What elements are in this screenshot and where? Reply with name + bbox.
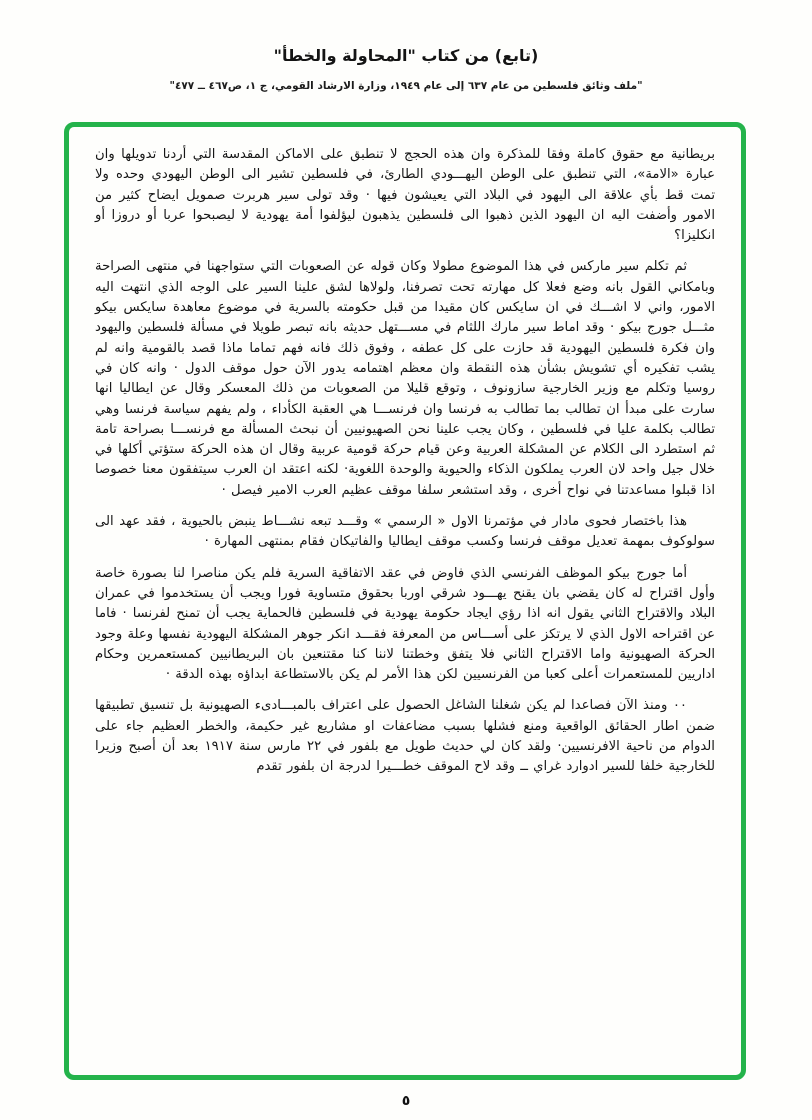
paragraph: أما جورج بيكو الموظف الفرنسي الذي فاوض في عقد الاتفاقية السرية فلم يكن مناصرا لنا بصورة خاصة وأول اقتراح له كان يقضي بان يقنح يهـــود شرقي اوربا بحقوق متساوية فورا ويجب أن يستخدموا في عمران البلاد والاقتراح الثاني يقول انه اذا رؤي ايجاد حكومة يهودية في فلسطين فالحماية يجب أن تمنح لفرنسا · فاما عن اقتراحه الاول الذي لا يرتكز على أســـاس من المعرفة فقـــد انكر جوهر المشكلة اليهودية نفسها وعلة وجود الحركة الصهيونية واما الاقتراح الثاني فلا يتفق وخطتنا لاننا كنا مقتنعين بان البريطانيين كمستعمرين وحكام اداريين للمستعمرات أعلى كعبا من الفرنسيين لكن هذا الأمر لم يكن بالاستطاعة ابداؤه بهذه الدقة · [95, 565, 715, 683]
paragraph: بريطانية مع حقوق كاملة وفقا للمذكرة وان هذه الحجج لا تنطبق على الاماكن المقدسة التي أردنا تدويلها وان عبارة «الامة»، التي تنطبق على الوطن اليهـــودي الطارئ، في فلسطين تشير الى الوطن اليهودي وحده ولا تمت قط بأي علاقة الى اليهود في البلاد التي يعيشون فيها · وقد تولى سير هربرت صمويل ايضاح كثير من الامور وأضفت اليه ان اليهود الذين ذهبوا الى فلسطين يذهبون ليؤلفوا أمة يهودية لا ليصبحوا عربا أو دروزا أو انكليزا؟ [95, 147, 715, 244]
document-header [0, 46, 812, 92]
document-title: (تابع) من كتاب "المحاولة والخطأ" [273, 46, 539, 65]
paragraph: هذا باختصار فحوى مادار في مؤتمرنا الاول « الرسمي » وقـــد تبعه نشـــاط ينبض بالحيوية ، فقد عهد الى سولوكوف بمهمة تعديل موقف فرنسا وكسب موقف ايطاليا والفاتيكان فقام بمنتهى المهارة · [95, 514, 715, 550]
page-number: ٥ [401, 1093, 411, 1109]
green-border-text-frame [64, 122, 746, 1080]
paragraph: ٠٠ ومنذ الآن فصاعدا لم يكن شغلنا الشاغل الحصول على اعتراف بالمبـــادىء الصهيونية بل تنسيق تطبيقها ضمن اطار الحقائق الواقعية ومنع فشلها بسبب مضاعفات او مشاريع غير حكيمة، والخطر العظيم جاء على الدوام من ناحية الافرنسيين· ولقد كان لي حديث طويل مع بلفور في ٢٢ مارس سنة ١٩١٧ بعد أن أصبح وزيرا للخارجية خلفا للسير ادوارد غراي ــ وقد لاح الموقف خطـــيرا لدرجة ان بلفور تقدم [95, 698, 715, 775]
page-footer [0, 1090, 812, 1109]
source-citation: "ملف وثائق فلسطين من عام ٦٣٧ إلى عام ١٩٤٩، وزارة الارشاد القومي، ج ١، ص٤٦٧ ــ ٤٧٧" [169, 80, 643, 92]
paragraph: ثم تكلم سير ماركس في هذا الموضوع مطولا وكان قوله عن الصعوبات التي ستواجهنا في منتهى الصراحة وبامكاني القول بانه وضع فعلا كل مهارته تحت تصرفنا، ولولاها لشق علينا السير على الوجه الذي انتهت اليه الامور، واني لا اشـــك في ان سايكس كان مقيدا من قبل حكومته بالسرية في موضوع معاهدة سايكس بيكو مثـــل جورج بيكو · وقد اماط سير مارك اللثام في مســـتهل حديثه بانه تبصر طويلا في مسألة فلسطين واليهود وان فكرة فلسطين اليهودية قد حازت على كل عطفه ، وفوق ذلك فانه فهم تماما ماذا قصد بالقومية وانه لم يشب تفكيره أي تشويش بشأن هذه النقطة وان معظم اهتمامه يدور الآن حول موقف الدول · وانه كان في روسيا وتكلم مع وزير الخارجية سازونوف ، وتوقع قليلا من الصعوبات من ذلك المعسكر وقال عن ايطاليا انها سارت على مبدأ ان تطالب بما تطالب به فرنسا وان فرنســـا هي العقبة الكأداء ، ولم يفهم سياسة فرنسا وهي تطالب بكلمة عليا في فلسطين ، وكان يجب علينا نحن الصهيونيين أن نبحث المسألة مع فرنســـا بصراحة تامة ثم استطرد الى الكلام عن المشكلة العربية وعن قيام حركة قومية عربية وقال ان هذه الحركة ستؤتي أكلها في خلال جيل واحد لان العرب يملكون الذكاء والحيوية والوحدة اللغوية· لكنه اعتقد ان العرب سيتفقون معنا خصوصا اذا قبلوا مساعدتنا في نواح أخرى ، وقد استشعر سلفا موقف عظيم العرب الامير فيصل · [95, 259, 715, 498]
